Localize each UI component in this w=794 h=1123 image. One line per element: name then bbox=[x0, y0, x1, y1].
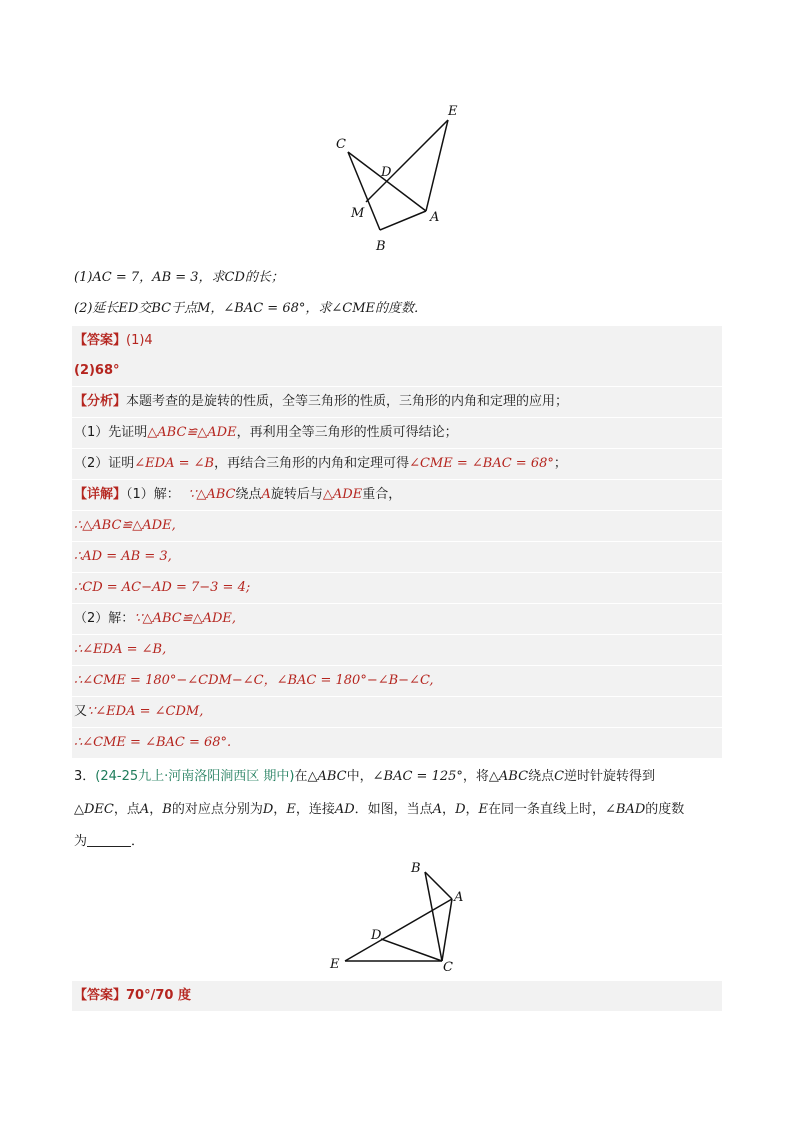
analysis-intro: 【分析】本题考查的是旋转的性质，全等三角形的性质，三角形的内角和定理的应用； bbox=[72, 387, 722, 417]
question-3-line-1: 3．(24-25九上·河南洛阳涧西区 期中)在△ABC中，∠BAC = 125°，将△ABC绕点C逆时针旋转得到 bbox=[74, 769, 656, 784]
detail-line-8: 又∵∠EDA = ∠CDM, bbox=[72, 697, 722, 727]
segment-AE bbox=[426, 120, 448, 211]
label-D: D bbox=[381, 165, 392, 180]
label-E: E bbox=[330, 957, 340, 972]
geometry-figure-2 bbox=[325, 855, 475, 980]
analysis-step-2: （2）证明∠EDA = ∠B，再结合三角形的内角和定理可得∠CME = ∠BAC = 68°； bbox=[72, 449, 722, 479]
answer-line-2: (2)68° bbox=[72, 356, 722, 386]
geometry-figure-1 bbox=[320, 95, 480, 265]
label-A: A bbox=[454, 890, 464, 905]
label-C: C bbox=[443, 960, 453, 975]
label-A: A bbox=[430, 210, 440, 225]
detail-line-9: ∴∠CME = ∠BAC = 68°. bbox=[72, 728, 722, 758]
detail-line-6: ∴∠EDA = ∠B, bbox=[72, 635, 722, 665]
detail-line-4: ∴CD = AC−AD = 7−3 = 4; bbox=[72, 573, 722, 603]
segment-EM bbox=[366, 120, 448, 202]
answer-blank bbox=[87, 832, 131, 847]
analysis-step-1: （1）先证明△ABC≌△ADE，再利用全等三角形的性质可得结论； bbox=[72, 418, 722, 448]
label-D: D bbox=[371, 928, 382, 943]
detail-line-5: （2）解：∵△ABC≌△ADE, bbox=[72, 604, 722, 634]
question-3-line-2: △DEC，点A，B的对应点分别为D，E，连接AD．如图，当点A，D，E在同一条直线上时，∠BAD的度数 bbox=[74, 802, 685, 817]
answer-line-1: 【答案】(1)4 bbox=[72, 326, 722, 356]
detail-line-2: ∴△ABC≌△ADE, bbox=[72, 511, 722, 541]
label-M: M bbox=[351, 206, 365, 221]
label-C: C bbox=[336, 137, 346, 152]
segment-AC bbox=[442, 899, 452, 961]
question-3-line-3: 为 ． bbox=[74, 834, 145, 849]
question-1: (1)AC = 7，AB = 3，求CD的长； bbox=[74, 270, 284, 285]
label-B: B bbox=[376, 239, 386, 254]
detail-line-1: 【详解】（1）解： ∵△ABC绕点A旋转后与△ADE重合， bbox=[72, 480, 722, 510]
question-2: (2)延长ED交BC于点M，∠BAC = 68°，求∠CME的度数． bbox=[74, 301, 427, 316]
segment-DC bbox=[381, 939, 442, 961]
label-B: B bbox=[411, 861, 421, 876]
segment-BA bbox=[380, 211, 426, 230]
segment-BC bbox=[425, 872, 442, 961]
detail-line-7: ∴∠CME = 180°−∠CDM−∠C，∠BAC = 180°−∠B−∠C, bbox=[72, 666, 722, 696]
detail-line-3: ∴AD = AB = 3, bbox=[72, 542, 722, 572]
answer-3: 【答案】70°/70 度 bbox=[72, 981, 722, 1011]
label-E: E bbox=[448, 104, 458, 119]
